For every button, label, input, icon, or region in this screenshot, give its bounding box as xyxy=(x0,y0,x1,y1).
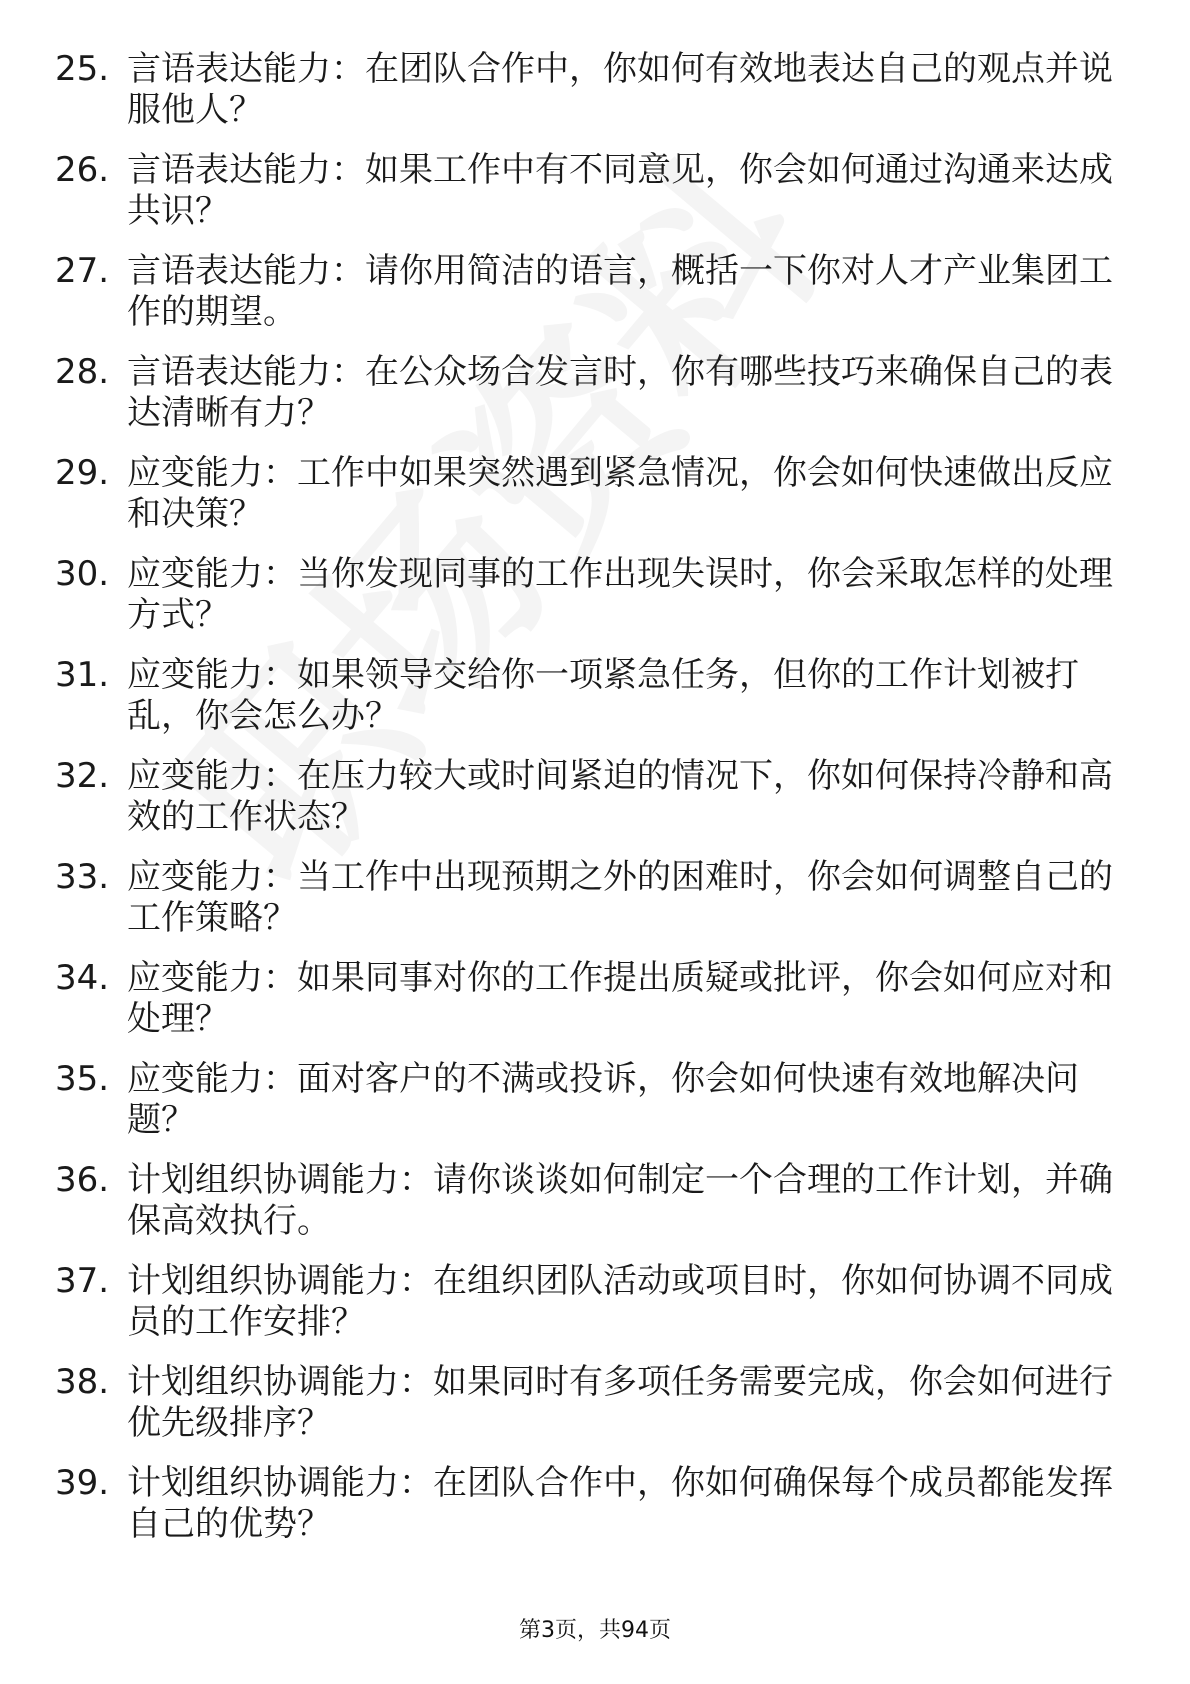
question-number: 27. xyxy=(55,251,110,291)
question-item xyxy=(55,1362,1115,1443)
question-item xyxy=(55,1463,1115,1544)
question-number: 39. xyxy=(55,1463,110,1503)
question-number: 30. xyxy=(55,554,110,594)
question-text: 应变能力：在压力较大或时间紧迫的情况下，你如何保持冷静和高效的工作状态？ xyxy=(127,756,1113,837)
question-item xyxy=(55,352,1115,433)
question-text: 应变能力：当你发现同事的工作出现失误时，你会采取怎样的处理方式？ xyxy=(127,554,1113,635)
question-item xyxy=(55,1261,1115,1342)
question-item xyxy=(55,655,1115,736)
question-item xyxy=(55,554,1115,635)
question-text: 应变能力：当工作中出现预期之外的困难时，你会如何调整自己的工作策略？ xyxy=(127,857,1113,938)
question-text: 言语表达能力：如果工作中有不同意见，你会如何通过沟通来达成共识？ xyxy=(127,150,1113,231)
question-item xyxy=(55,1160,1115,1241)
page-number-label: 第3页，共94页 xyxy=(519,1618,671,1643)
question-text: 应变能力：如果同事对你的工作提出质疑或批评，你会如何应对和处理？ xyxy=(127,958,1113,1039)
question-list xyxy=(55,49,1115,1564)
question-text: 言语表达能力：在团队合作中，你如何有效地表达自己的观点并说服他人？ xyxy=(127,49,1113,130)
question-text: 计划组织协调能力：如果同时有多项任务需要完成，你会如何进行优先级排序？ xyxy=(127,1362,1113,1443)
question-item xyxy=(55,958,1115,1039)
question-item xyxy=(55,1059,1115,1140)
question-item xyxy=(55,453,1115,534)
question-text: 计划组织协调能力：在组织团队活动或项目时，你如何协调不同成员的工作安排？ xyxy=(127,1261,1113,1342)
question-number: 37. xyxy=(55,1261,110,1301)
page-footer xyxy=(0,1613,1190,1644)
question-item xyxy=(55,49,1115,130)
question-text: 应变能力：工作中如果突然遇到紧急情况，你会如何快速做出反应和决策？ xyxy=(127,453,1113,534)
question-item xyxy=(55,251,1115,332)
question-number: 29. xyxy=(55,453,110,493)
question-text: 计划组织协调能力：请你谈谈如何制定一个合理的工作计划，并确保高效执行。 xyxy=(127,1160,1113,1241)
question-item xyxy=(55,756,1115,837)
question-text: 应变能力：如果领导交给你一项紧急任务，但你的工作计划被打乱，你会怎么办？ xyxy=(127,655,1079,736)
question-number: 36. xyxy=(55,1160,110,1200)
question-number: 28. xyxy=(55,352,110,392)
question-text: 计划组织协调能力：在团队合作中，你如何确保每个成员都能发挥自己的优势？ xyxy=(127,1463,1113,1544)
question-number: 35. xyxy=(55,1059,110,1099)
question-number: 26. xyxy=(55,150,110,190)
question-number: 32. xyxy=(55,756,110,796)
question-number: 31. xyxy=(55,655,110,695)
question-item xyxy=(55,857,1115,938)
question-text: 言语表达能力：请你用简洁的语言，概括一下你对人才产业集团工作的期望。 xyxy=(127,251,1113,332)
question-number: 34. xyxy=(55,958,110,998)
question-number: 38. xyxy=(55,1362,110,1402)
question-text: 言语表达能力：在公众场合发言时，你有哪些技巧来确保自己的表达清晰有力？ xyxy=(127,352,1113,433)
question-text: 应变能力：面对客户的不满或投诉，你会如何快速有效地解决问题？ xyxy=(127,1059,1079,1140)
question-number: 33. xyxy=(55,857,110,897)
question-item xyxy=(55,150,1115,231)
question-number: 25. xyxy=(55,49,110,89)
